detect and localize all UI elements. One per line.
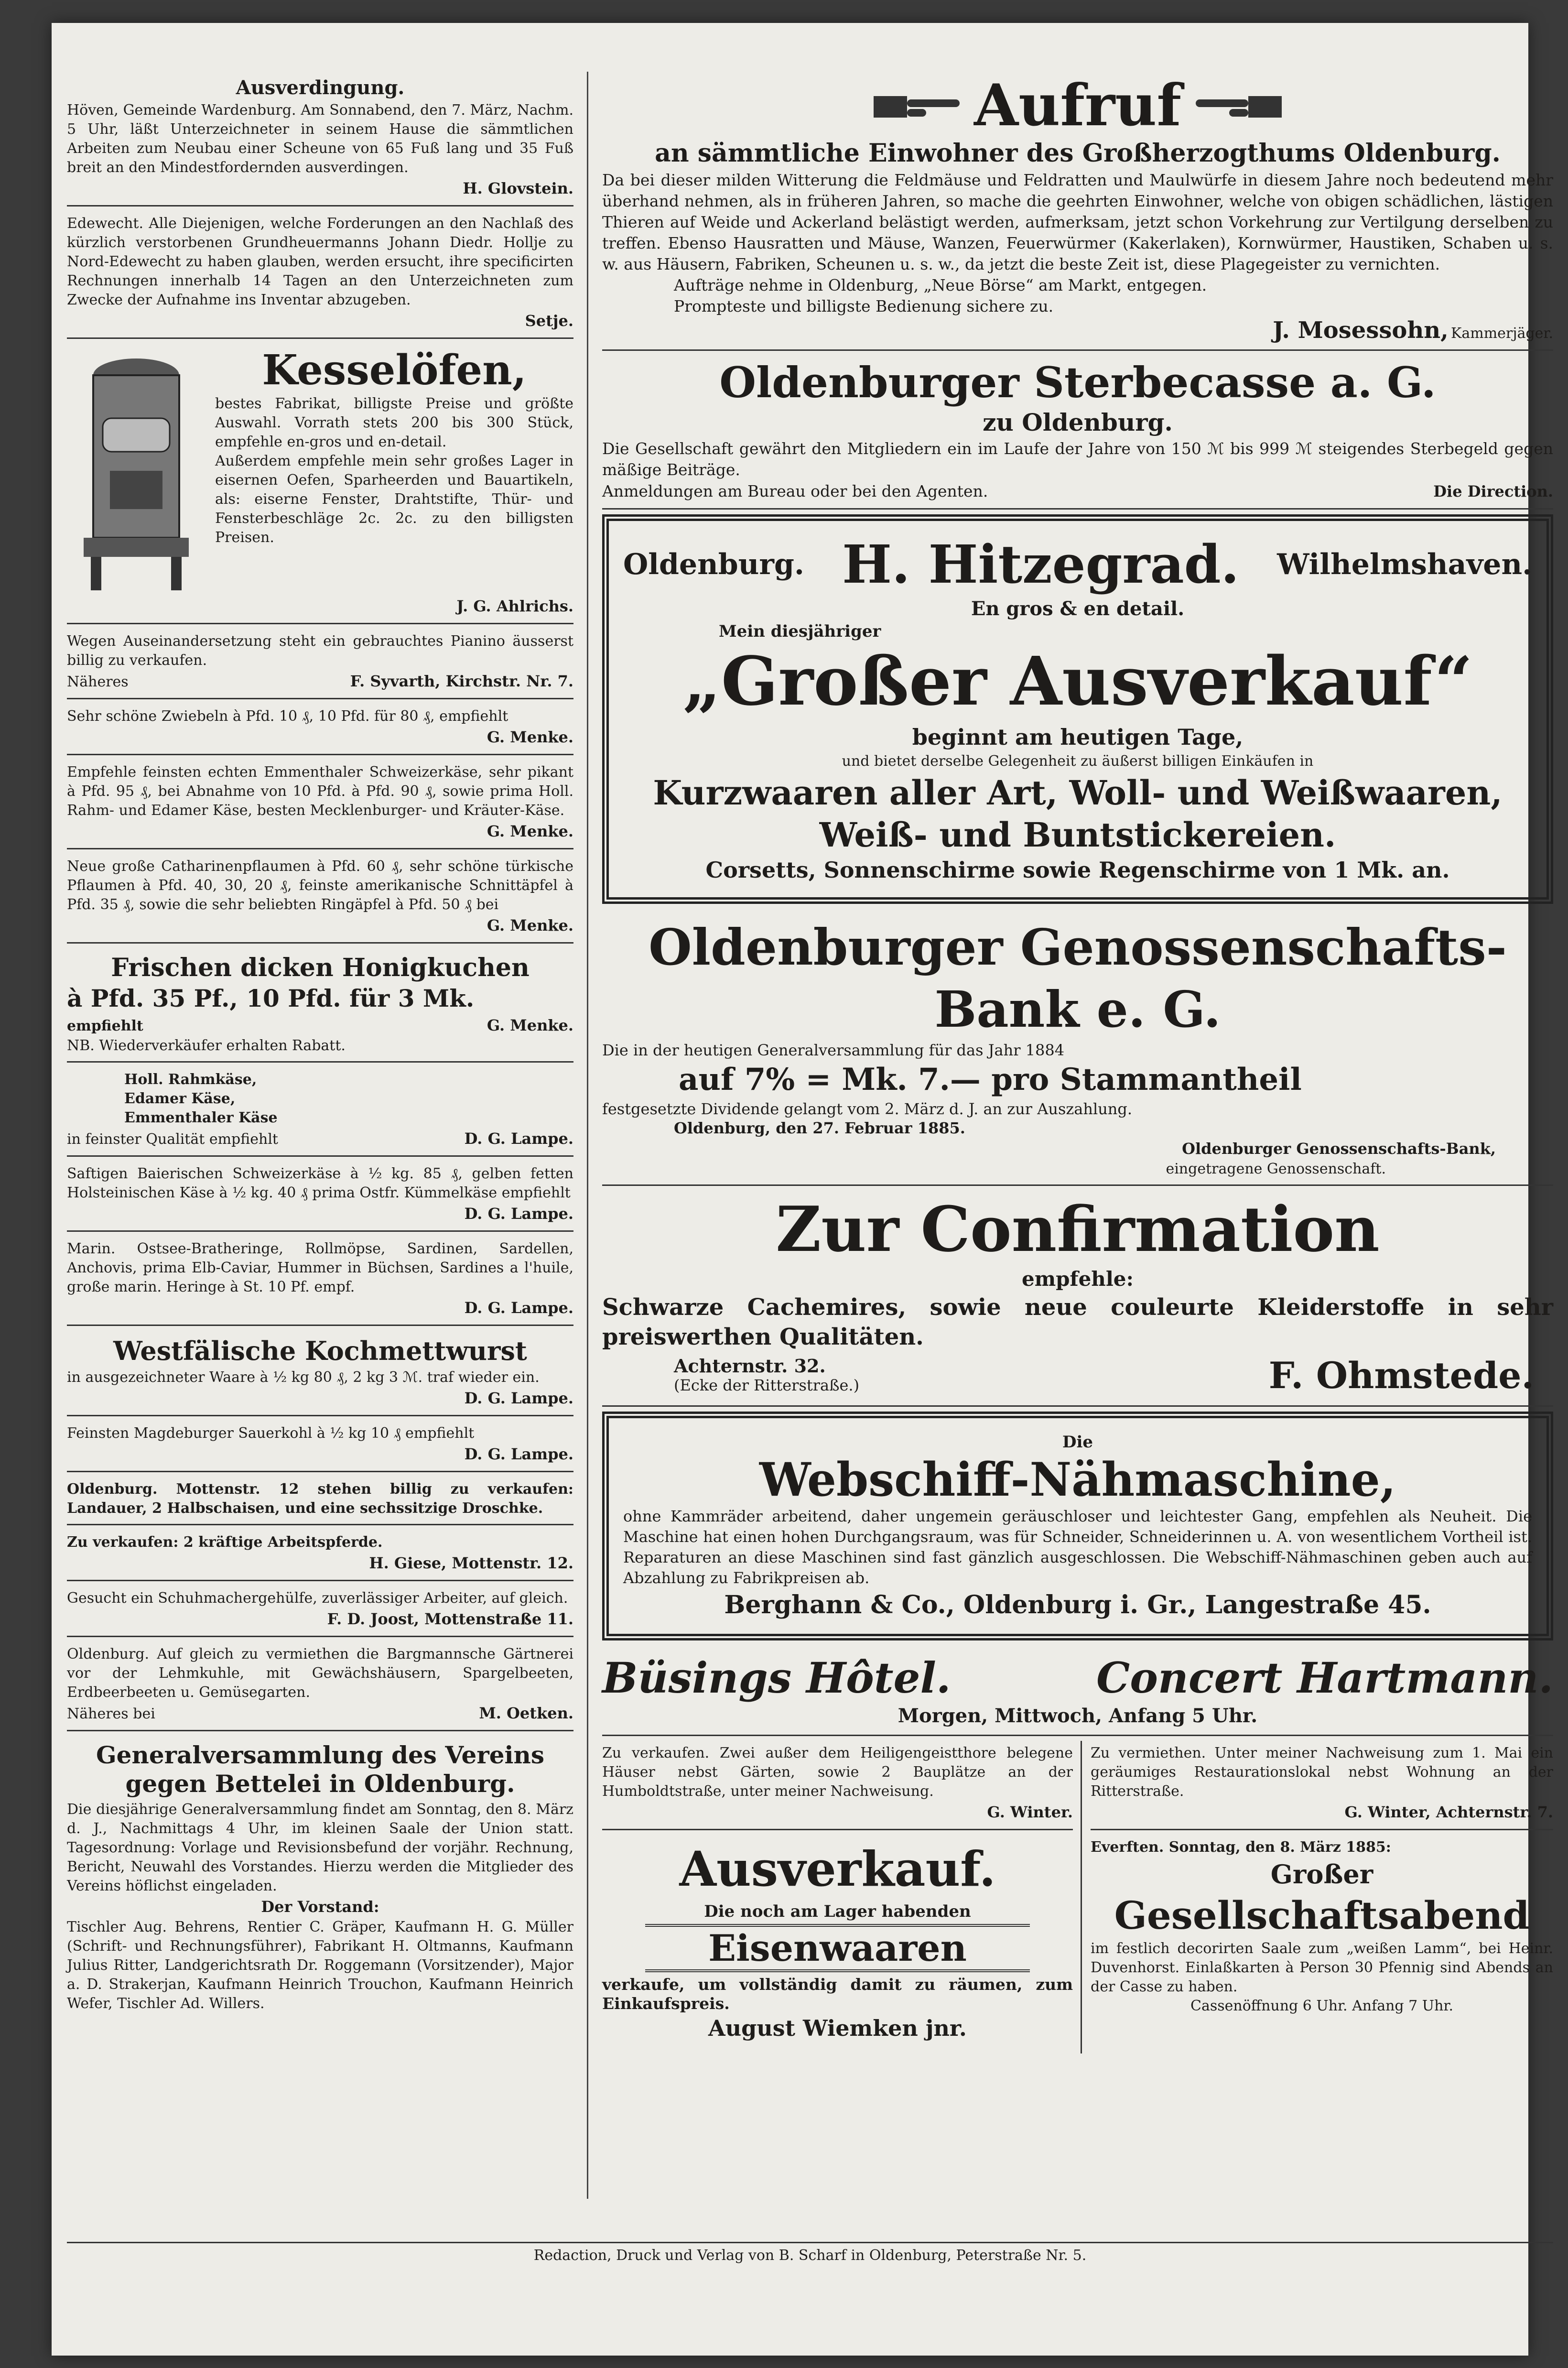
- ad-more: Näheres bei: [67, 1705, 155, 1722]
- ad-title: Westfälische Kochmettwurst: [113, 1336, 527, 1366]
- ad-signature: Oldenburger Genossenschafts-Bank,: [1182, 1140, 1496, 1158]
- ad-text: Saftigen Baierischen Schweizerkäse à ½ kg. 85 ₰, gelben fetten Holsteinischen Käse à ½ kg. 40 ₰ prima Ostfr. Kümmelkäse empfiehlt: [67, 1165, 573, 1201]
- ad-text: Feinsten Magdeburger Sauerkohl à ½ kg 10 ₰ empfiehlt: [67, 1425, 475, 1442]
- ad-restaurant-vermietung: [1091, 1741, 1553, 1830]
- ad-item: Emmenthaler Käse: [124, 1109, 278, 1126]
- ad-dividend: auf 7% = Mk. 7.— pro Stammantheil: [679, 1062, 1302, 1097]
- ad-address: Achternstr. 32.: [674, 1355, 826, 1377]
- ad-line: Corsetts, Sonnenschirme sowie Regenschirme von 1 Mk. an.: [705, 857, 1450, 883]
- ad-subtitle: zu Oldenburg.: [983, 408, 1173, 436]
- ad-signature: G. Winter.: [987, 1803, 1073, 1821]
- ad-members: Tischler Aug. Behrens, Rentier C. Gräper, Kaufmann H. G. Müller (Schrift- und Rechnungsführer), Fabrikant H. Oltmanns, Kaufmann Julius Ritter, Landgerichtsrath Dr. Roggemann (Vorsitzender), Major a. D. Strakerjan, Kaufmann Heinrich Trouchon, Kaufmann Heinrich Wefer, Tischler Ad. Willers.: [67, 1919, 573, 2012]
- ad-ware: Eisenwaaren: [645, 1924, 1030, 1972]
- ad-title: Ausverkauf.: [679, 1841, 996, 1897]
- ad-title: Oldenburger Genossenschafts-Bank e. G.: [649, 918, 1507, 1039]
- ad-text: in feinster Qualität empfiehlt: [67, 1131, 278, 1148]
- ad-text: Neue große Catharinenpflaumen à Pfd. 60 ₰, sehr schöne türkische Pflaumen à Pfd. 40, 30, 20 ₰, feinste amerikanische Schnittäpfel à Pfd. 35 ₰, sowie die sehr beliebten Ringäpfel à Pfd. 50 ₰ bei: [67, 858, 573, 913]
- ad-kaese: [67, 760, 573, 849]
- ad-text: Wegen Auseinandersetzung steht ein gebrauchtes Pianino äusserst billig zu verkaufen.: [67, 633, 573, 669]
- ad-text: festgesetzte Dividende gelangt vom 2. März d. J. an zur Auszahlung.: [602, 1100, 1133, 1118]
- ad-headline: „Großer Ausverkauf“: [682, 642, 1473, 721]
- ad-sterbecasse: [602, 356, 1553, 510]
- ad-title: Zur Confirmation: [776, 1193, 1380, 1266]
- ad-text: verkaufe, um vollständig damit zu räumen, zum Einkaufspreis.: [602, 1975, 1073, 2013]
- ad-more: Näheres: [67, 673, 129, 690]
- ad-text: Da bei dieser milden Witterung die Feldmäuse und Feldratten und Maulwürfe in diesem Jahre noch bedeutend mehr überhand nehmen, als in früheren Jahren, so mache die geehrten Einwohner, welche von obigen schädlichen, lästigen Thieren auf Weide und Ackerland belästigt werden, aufmerksam, jetzt schon Vorkehrung zur Vertilgung derselben zu treffen. Ebenso Hausratten und Mäuse, Wanzen, Feuerwürmer (Kakerlaken), Kornwürmer, Haustiken, Schaben u. s. w. aus Häusern, Fabriken, Scheunen u. s. w., da jetzt die beste Zeit ist, diese Plagegeister zu vernichten.: [602, 171, 1553, 273]
- ad-confirmation: [602, 1191, 1553, 1407]
- ad-signature: August Wiemken jnr.: [708, 2015, 967, 2041]
- pointing-hand-icon: [1196, 89, 1282, 122]
- imprint-footer: Redaction, Druck und Verlag von B. Scharf in Oldenburg, Peterstraße Nr. 5.: [67, 2242, 1553, 2264]
- ad-signature-title: Kammerjäger.: [1450, 325, 1553, 342]
- ad-signature: J. G. Ahlrichs.: [456, 597, 573, 615]
- ad-text: in ausgezeichneter Waare à ½ kg 80 ₰, 2 kg 3 ℳ. traf wieder ein.: [67, 1369, 540, 1386]
- ad-text: Prompteste und billigste Bedienung sichere zu.: [674, 297, 1054, 315]
- ad-title: Büsings Hôtel.: [602, 1653, 951, 1703]
- ad-text: Die in der heutigen Generalversammlung für das Jahr 1884: [602, 1041, 1065, 1059]
- ad-text: Höven, Gemeinde Wardenburg. Am Sonnabend, den 7. März, Nachm. 5 Uhr, läßt Unterzeichneter in seinem Hause die sämmtlichen Arbeiten zum Neubau einer Scheune von 65 Fuß lang und 35 Fuß breit an den Mindestfordernden ausverdingen.: [67, 102, 573, 176]
- ad-line: beginnt am heutigen Tage,: [912, 724, 1244, 750]
- ad-signature: G. Menke.: [487, 822, 573, 840]
- ad-signature: D. G. Lampe.: [464, 1130, 573, 1148]
- stove-illustration: [67, 347, 205, 595]
- ad-signature: Die Direction.: [1433, 482, 1553, 500]
- ad-pianino: [67, 629, 573, 699]
- ad-subtitle: Die noch am Lager habenden: [704, 1902, 971, 1921]
- ad-line: Morgen, Mittwoch, Anfang 5 Uhr.: [898, 1705, 1258, 1727]
- ad-head: Everften. Sonntag, den 8. März 1885:: [1091, 1839, 1391, 1856]
- ad-text: Edewecht. Alle Diejenigen, welche Forderungen an den Nachlaß des kürzlich verstorbenen Grundheuermanns Johann Diedr. Hollje zu Nord-Edewecht zu haben glauben, werden ersucht, ihre specificirten Rechnungen innerhalb 14 Tagen an den Unterzeichneten zum Zwecke der Aufnahme ins Inventar abzugeben.: [67, 215, 573, 308]
- ad-webschiff: [602, 1412, 1553, 1640]
- ad-subtitle: an sämmtliche Einwohner des Großherzogthums Oldenburg.: [655, 139, 1501, 168]
- ad-title: Webschiff-Nähmaschine,: [759, 1453, 1396, 1507]
- ad-title: Concert Hartmann.: [1096, 1653, 1553, 1703]
- ad-title: Gesellschaftsabend: [1114, 1893, 1530, 1938]
- ad-text: Sehr schöne Zwiebeln à Pfd. 10 ₰, 10 Pfd. für 80 ₰, empfiehlt: [67, 708, 508, 725]
- ad-item: Holl. Rahmkäse,: [124, 1071, 257, 1088]
- ad-date: Oldenburg, den 27. Februar 1885.: [674, 1119, 965, 1137]
- ad-signature: F. Ohmstede.: [1268, 1354, 1534, 1397]
- ad-subtitle: En gros & en detail.: [971, 597, 1185, 620]
- ad-title: Ausverdingung.: [236, 76, 405, 99]
- ad-line: Kurzwaaren aller Art, Woll- und Weißwaaren,: [653, 773, 1503, 813]
- ad-board-label: Der Vorstand:: [261, 1898, 379, 1916]
- ad-signature: H. Glovstein.: [463, 179, 573, 197]
- ads-right-subcolumn: [1082, 1741, 1553, 2053]
- ad-signature: F. D. Joost, Mottenstraße 11.: [327, 1610, 573, 1628]
- ad-text: ohne Kammräder arbeitend, daher ungemein geräuschloser und leichtester Gang, empfehlen als Neuheit. Die Maschine hat einen hohen Durchgangsraum, was für Schneider, Schneiderinnen u. A. von wesentlichem Vortheil ist. Reparaturen an diese Maschinen sind fast gänzlich ausgeschlossen. Die Webschiff-Nähmaschinen geben auch auf Abzahlung zu Fabrikpreisen ab.: [623, 1507, 1532, 1587]
- ad-signature: Setje.: [525, 312, 573, 330]
- ad-text: Oldenburg. Mottenstr. 12 stehen billig zu verkaufen: Landauer, 2 Halbschaisen, und eine sechssitzige Droschke.: [67, 1481, 573, 1517]
- ad-signature: F. Syvarth, Kirchstr. Nr. 7.: [350, 672, 573, 690]
- ad-rahmkaese: [67, 1067, 573, 1157]
- ad-wagen: [67, 1477, 573, 1525]
- left-column: [67, 72, 573, 2024]
- ad-text: Die Gesellschaft gewährt den Mitgliedern ein im Laufe der Jahre von 150 ℳ bis 999 ℳ steigendes Sterbegeld gegen mäßige Beiträge.: [602, 439, 1553, 479]
- ad-schweizerkaese: [67, 1162, 573, 1232]
- ad-city: Oldenburg.: [623, 548, 804, 581]
- ad-city: Wilhelmshaven.: [1277, 548, 1532, 581]
- pointing-hand-icon: [874, 89, 960, 122]
- ad-signature: G. Menke.: [487, 916, 573, 934]
- ad-title: Generalversammlung des Vereins gegen Bettelei in Oldenburg.: [96, 1741, 545, 1798]
- ad-schuhmacher: [67, 1586, 573, 1637]
- ad-signature: G. Menke.: [487, 728, 573, 746]
- ad-intro: Die: [1062, 1433, 1093, 1452]
- ad-line: Weiß- und Buntstickereien.: [819, 815, 1336, 855]
- ad-text: Anmeldungen am Bureau oder bei den Agenten.: [602, 482, 988, 500]
- ad-title: Frischen dicken Honigkuchen: [111, 953, 530, 982]
- ad-gesellschaftsabend: [1091, 1835, 1553, 2021]
- ad-text: Schwarze Cachemires, sowie neue couleurte Kleiderstoffe in sehr preiswerthen Qualitäten.: [602, 1294, 1553, 1350]
- ad-signature: G. Winter, Achternstr. 7.: [1344, 1803, 1553, 1821]
- ad-text: Zu verkaufen: 2 kräftige Arbeitspferde.: [67, 1534, 383, 1551]
- column-divider: [587, 72, 588, 2199]
- ad-title: Aufruf: [973, 72, 1182, 139]
- ad-text: bestes Fabrikat, billigste Preise und größte Auswahl. Vorrath stets 200 bis 300 Stück, empfehle en-gros und en-detail.: [215, 395, 573, 450]
- ad-signature-title: eingetragene Genossenschaft.: [1166, 1161, 1386, 1177]
- ad-haeuser-verkauf: [602, 1741, 1073, 1830]
- ad-honigkuchen: [67, 948, 573, 1063]
- ad-subtitle: Großer: [1270, 1859, 1373, 1890]
- ad-sauerkohl: [67, 1421, 573, 1472]
- ad-title: H. Hitzegrad.: [842, 533, 1239, 595]
- ad-pferde: [67, 1530, 573, 1581]
- ad-text: Die diesjährige Generalversammlung findet am Sonntag, den 8. März d. J., Nachmittags 4 Uhr, im kleinen Saale der Union statt. Tagesordnung: Vorlage und Revisionsbefund der vorjähr. Rechnung, Bericht, Neuwahl des Vorstandes. Hierzu werden die Mitglieder des Vereins höflichst eingeladen.: [67, 1801, 573, 1894]
- ad-pflaumen: [67, 854, 573, 944]
- ad-zwiebeln: [67, 704, 573, 755]
- ad-intro: Mein diesjähriger: [719, 622, 881, 641]
- ad-text: Zu vermiethen. Unter meiner Nachweisung zum 1. Mai ein geräumiges Restaurationslokal nebst Wohnung an der Ritterstraße.: [1091, 1745, 1553, 1800]
- ad-text: Aufträge nehme in Oldenburg, „Neue Börse“ am Markt, entgegen.: [674, 276, 1207, 294]
- ad-text: Zu verkaufen. Zwei außer dem Heiligengeistthore belegene Häuser nebst Gärten, sowie 2 Bauplätze an der Humboldtstraße, unter meiner Nachweisung.: [602, 1745, 1073, 1800]
- ad-text: Oldenburg. Auf gleich zu vermiethen die Bargmannsche Gärtnerei vor der Lehmkuhle, mit Gewächshäusern, Spargelbeeten, Erdbeerbeeten u. Gemüsegarten.: [67, 1646, 573, 1701]
- ad-text: Cassenöffnung 6 Uhr. Anfang 7 Uhr.: [1190, 1998, 1453, 2014]
- ads-left-subcolumn: [602, 1741, 1082, 2053]
- ad-gaertnerei: [67, 1642, 573, 1731]
- ad-empfiehlt: empfiehlt: [67, 1018, 143, 1034]
- ad-price: à Pfd. 35 Pf., 10 Pfd. für 3 Mk.: [67, 984, 475, 1012]
- ad-ausverkauf: [602, 1835, 1073, 2049]
- ad-heringe: [67, 1237, 573, 1326]
- ad-busings-hotel: [602, 1650, 1553, 1736]
- ad-signature: D. G. Lampe.: [464, 1389, 573, 1407]
- ad-mettwurst: [67, 1331, 573, 1416]
- ad-item: Edamer Käse,: [124, 1090, 236, 1107]
- ad-note: NB. Wiederverkäufer erhalten Rabatt.: [67, 1037, 346, 1054]
- ad-kesseloefen: [67, 344, 573, 624]
- ad-aufruf: [602, 72, 1553, 351]
- ads-two-column: [602, 1741, 1553, 2053]
- ad-subtitle: empfehle:: [1021, 1267, 1134, 1291]
- right-column: [602, 72, 1553, 2053]
- ad-generalversammlung: [67, 1736, 573, 2019]
- ad-hitzegrad: [602, 514, 1553, 904]
- ad-text: Außerdem empfehle mein sehr großes Lager in eisernen Oefen, Sparheerden und Bauartikeln, als: eiserne Fenster, Drahtstifte, Thür- und Fensterbeschläge 2c. 2c. zu den billigsten Preisen.: [215, 453, 573, 546]
- ad-signature: D. G. Lampe.: [464, 1205, 573, 1223]
- ad-address: (Ecke der Ritterstraße.): [674, 1376, 860, 1394]
- ad-signature: J. Mosessohn,: [1273, 317, 1449, 344]
- ad-text: Empfehle feinsten echten Emmenthaler Schweizerkäse, sehr pikant à Pfd. 95 ₰, bei Abnahme von 10 Pfd. à Pfd. 90 ₰, sowie prima Holl. Rahm- und Edamer Käse, besten Mecklenburger- und Kräuter-Käse.: [67, 764, 573, 819]
- ad-title: Oldenburger Sterbecasse a. G.: [719, 358, 1436, 407]
- ad-signature: M. Oetken.: [479, 1704, 573, 1722]
- ad-edewecht: [67, 211, 573, 339]
- ad-signature: G. Menke.: [487, 1016, 573, 1034]
- ad-title: Kesselöfen,: [262, 346, 527, 394]
- ad-text: Gesucht ein Schuhmachergehülfe, zuverlässiger Arbeiter, auf gleich.: [67, 1590, 568, 1607]
- ad-text: und bietet derselbe Gelegenheit zu äußerst billigen Einkäufen in: [842, 753, 1314, 770]
- ad-text: Marin. Ostsee-Bratheringe, Rollmöpse, Sardinen, Sardellen, Anchovis, prima Elb-Caviar, Hummer in Büchsen, Sardines a l'huile, große marin. Heringe à St. 10 Pf. empf.: [67, 1240, 573, 1295]
- ad-genossenschaftsbank: [602, 913, 1553, 1186]
- ad-signature: D. G. Lampe.: [464, 1299, 573, 1317]
- ad-signature: H. Giese, Mottenstr. 12.: [369, 1554, 573, 1572]
- ad-ausverdingung: [67, 72, 573, 206]
- ad-signature: Berghann & Co., Oldenburg i. Gr., Langestraße 45.: [724, 1590, 1431, 1619]
- ad-text: im festlich decorirten Saale zum „weißen Lamm“, bei Heinr. Duvenhorst. Einlaßkarten à Person 30 Pfennig sind Abends an der Casse zu haben.: [1091, 1940, 1553, 1995]
- ad-signature: D. G. Lampe.: [464, 1445, 573, 1463]
